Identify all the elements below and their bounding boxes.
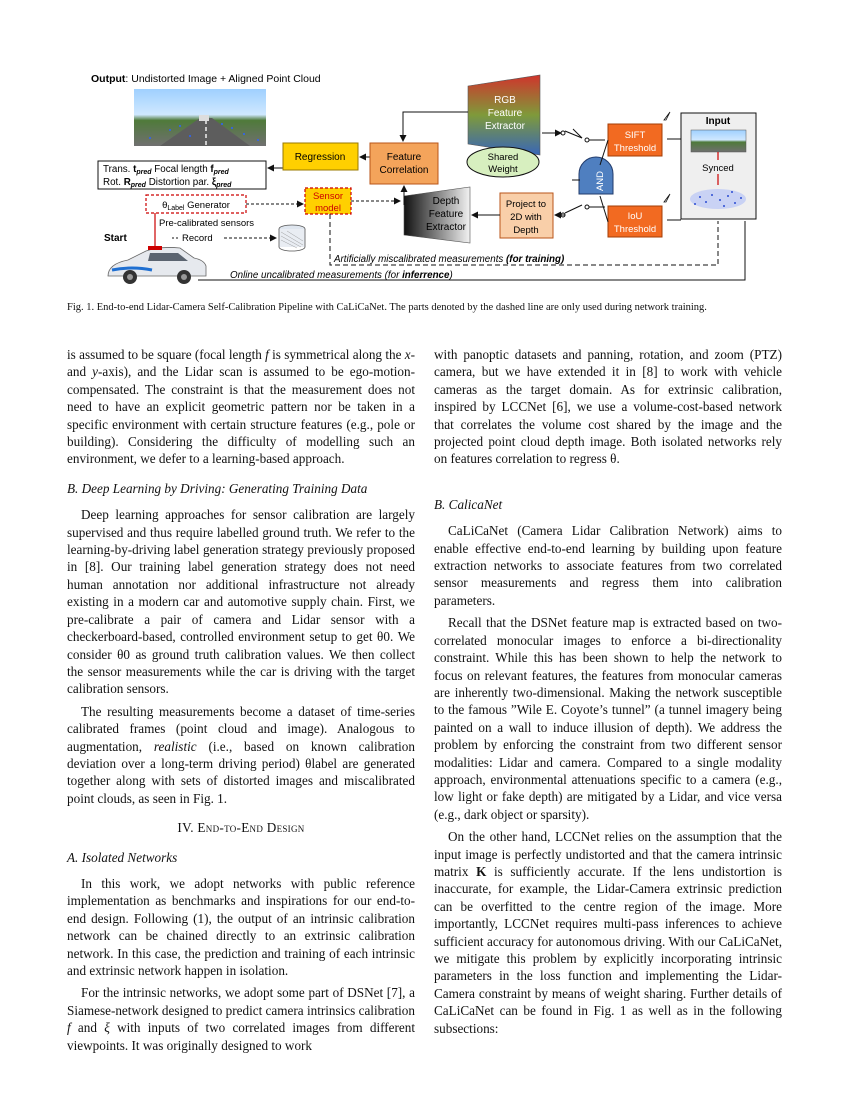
output-image — [134, 89, 266, 146]
paragraph: For the intrinsic networks, we adopt some part of DSNet [7], a Siamese-network designed to predict camera intrinsics calibration f and ξ with inputs of two correlated images from different viewpoints. It was originally designed to work — [67, 985, 416, 1053]
svg-text:Depth: Depth — [513, 225, 539, 236]
svg-text:Feature: Feature — [428, 209, 464, 220]
paragraph: On the other hand, LCCNet relies on the assumption that the input image is perfectly undistorted and that the camera intrinsic matrix K is sufficiently accurate. If the lens undistortion is inaccurate, for example, the Lidar-Camera extrinsic prediction can be overfitted to the centre region of the image. More importantly, LCCNet requires multi-pass inferences to achieve sufficient accuracy for autonomous driving. With our CaLiCaNet, we mitigate this problem by explicitly incorporating intrinsic parameters in the loss function and implementing the Lidar-Camera constraint by means of weight sharing. Further details of CaLiCaNet can be found in Fig. 1 as well as in the following subsections: — [434, 829, 782, 1036]
svg-text:Threshold: Threshold — [613, 224, 657, 235]
precalibrated-label: Pre-calibrated sensors — [159, 218, 255, 229]
svg-text:Depth: Depth — [432, 196, 460, 207]
svg-text:Trans. tpred Focal length fpr: Trans. $t_{pred}$ Focal length $f_{pred}$ — [103, 164, 229, 176]
regression-label: Regression — [294, 152, 346, 163]
paragraph: In this work, we adopt networks with public reference implementation as benchmarks and inspirations for our end-to-end design. Following (1), the output of an intrinsic calibration network can be chained directly to an extrinsic calibration network. In this case, the prediction and training of each intrinsic and extrinsic network happen in isolation. — [67, 875, 415, 978]
svg-text:Project to: Project to — [505, 199, 547, 210]
svg-text:Rot. Rpred Distortion par. ξp: Rot. $R_{pred}$ Distortion par. $\xi_{pred}$ — [103, 177, 232, 189]
feature-correlation-label-2: Correlation — [379, 165, 429, 176]
pipeline-diagram — [0, 0, 850, 300]
feature-correlation-label-1: Feature — [386, 152, 422, 163]
left-column — [67, 346, 415, 1059]
input-image — [691, 130, 746, 152]
subsection-heading: A. Isolated Networks — [67, 849, 178, 865]
record-label: Record — [182, 233, 213, 244]
online-label: Online uncalibrated measurements (for inferrence) — [230, 270, 453, 281]
svg-text:Input: Input — [705, 116, 731, 127]
paragraph: Recall that the DSNet feature map is extracted based on two-correlated monocular images to enforce a bi-directionality constraint. While this has been shown to help the network to focus on relevant features, the features from monocular cameras are inherently two-dimensional. Making the network susceptible to the famous ”Wile E. Coyote’s tunnel” (a tunnel imagery being painted on a wall to induce illusion of depth). We address the problem by enforcing the constraint from two different sensor modalities: Lidar and camera. Compared to a single modality approach, environmental attenuations specific to a camera (e.g., low light or fake depth) are mitigated by a Lidar, and vice versa (e.g., dark object or sparsity). — [434, 615, 782, 822]
paragraph: is assumed to be square (focal length f is symmetrical along the x- and y-axis), and the Lidar scan is assumed to be ego-motion-compensated. The constraint is that the measurement does not need to have an explicit geometric pattern nor be taken in a specific environment with certain structure features (e.g., pole or building). Considering the difficulty of modelling such an environment, we defer to a learning-based approach. — [67, 347, 416, 467]
feature-correlation-box — [370, 143, 438, 184]
artificial-label: Artificially miscalibrated measurements (for training) — [334, 254, 565, 265]
subsection-heading: B. CalicaNet — [434, 496, 503, 512]
output-title: Output: Undistorted Image + Aligned Point Cloud — [91, 73, 321, 85]
svg-text:2D with: 2D with — [510, 212, 542, 223]
svg-text:Shared: Shared — [487, 152, 519, 163]
paragraph: The resulting measurements become a dataset of time-series calibrated frames (point cloud and image). Analogous to augmentation, realistic (i.e., based on known calibration deviation over a long-term driving period) θlabel are generated together along with sets of distorted images and miscalibrated point clouds, as seen in Fig. 1. — [67, 703, 415, 806]
subsection-heading: B. Deep Learning by Driving: Generating Training Data — [67, 480, 368, 496]
svg-text:Sensor: Sensor — [312, 191, 344, 202]
svg-text:Threshold: Threshold — [613, 143, 657, 154]
svg-text:RGB: RGB — [494, 95, 516, 106]
figure-caption: Fig. 1. End-to-end Lidar-Camera Self-Calibration Pipeline with CaLiCaNet. The parts denoted by the dashed line are only used during network training. — [67, 302, 707, 313]
svg-text:SIFT: SIFT — [624, 130, 646, 141]
input-point-cloud — [690, 189, 746, 209]
figure-1 — [0, 0, 850, 300]
section-heading: IV. End-to-End Design — [177, 820, 305, 836]
database-icon — [279, 225, 305, 251]
svg-text:Extractor: Extractor — [425, 222, 467, 233]
svg-text:AND: AND — [595, 170, 606, 192]
prediction-box — [98, 161, 266, 189]
car-icon — [108, 246, 206, 284]
right-column — [434, 346, 782, 1042]
svg-text:model: model — [315, 203, 341, 214]
svg-text:Extractor: Extractor — [484, 121, 526, 132]
paragraph: Deep learning approaches for sensor calibration are largely supervised and thus require labelled ground truth. We refer to the learning-by-driving label generation strategy previously proposed in [8]. Our training label generation strategy does not need human annotation nor additional infrastructure not already existing in a modern car and automotive supply chain. First, we pre-calibrate a pair of camera and Lidar sensor with a checkerboard-based, controlled environment setup to get θ0. We consider θ0 as ground truth calibration values. We then collect the sensor measurements while the car is driving with the target calibration sensors. — [67, 507, 415, 697]
svg-text:Synced: Synced — [702, 163, 734, 174]
start-label: Start — [104, 233, 127, 244]
svg-text:Feature: Feature — [487, 108, 523, 119]
svg-text:Weight: Weight — [488, 164, 518, 175]
svg-text:IoU: IoU — [627, 211, 643, 222]
paragraph: CaLiCaNet (Camera Lidar Calibration Network) aims to enable effective end-to-end learning by building upon feature extraction networks to associate features from two correlated sensor measurements and regress them into calibration parameters. — [434, 523, 782, 608]
paragraph: with panoptic datasets and panning, rotation, and zoom (PTZ) camera, but we have extended it in [8] to work with vehicle cameras as the target domain. As for extrinsic calibration, inspired by LCCNet [6], we use a volume-cost-based network that correlates the volume cost shared by the image and the projected point cloud depth image. Both isolated networks rely on features correlation to regress θ. — [434, 347, 782, 467]
theta-label-generator-text: $\theta_{Label}$ Generator — [162, 200, 230, 212]
